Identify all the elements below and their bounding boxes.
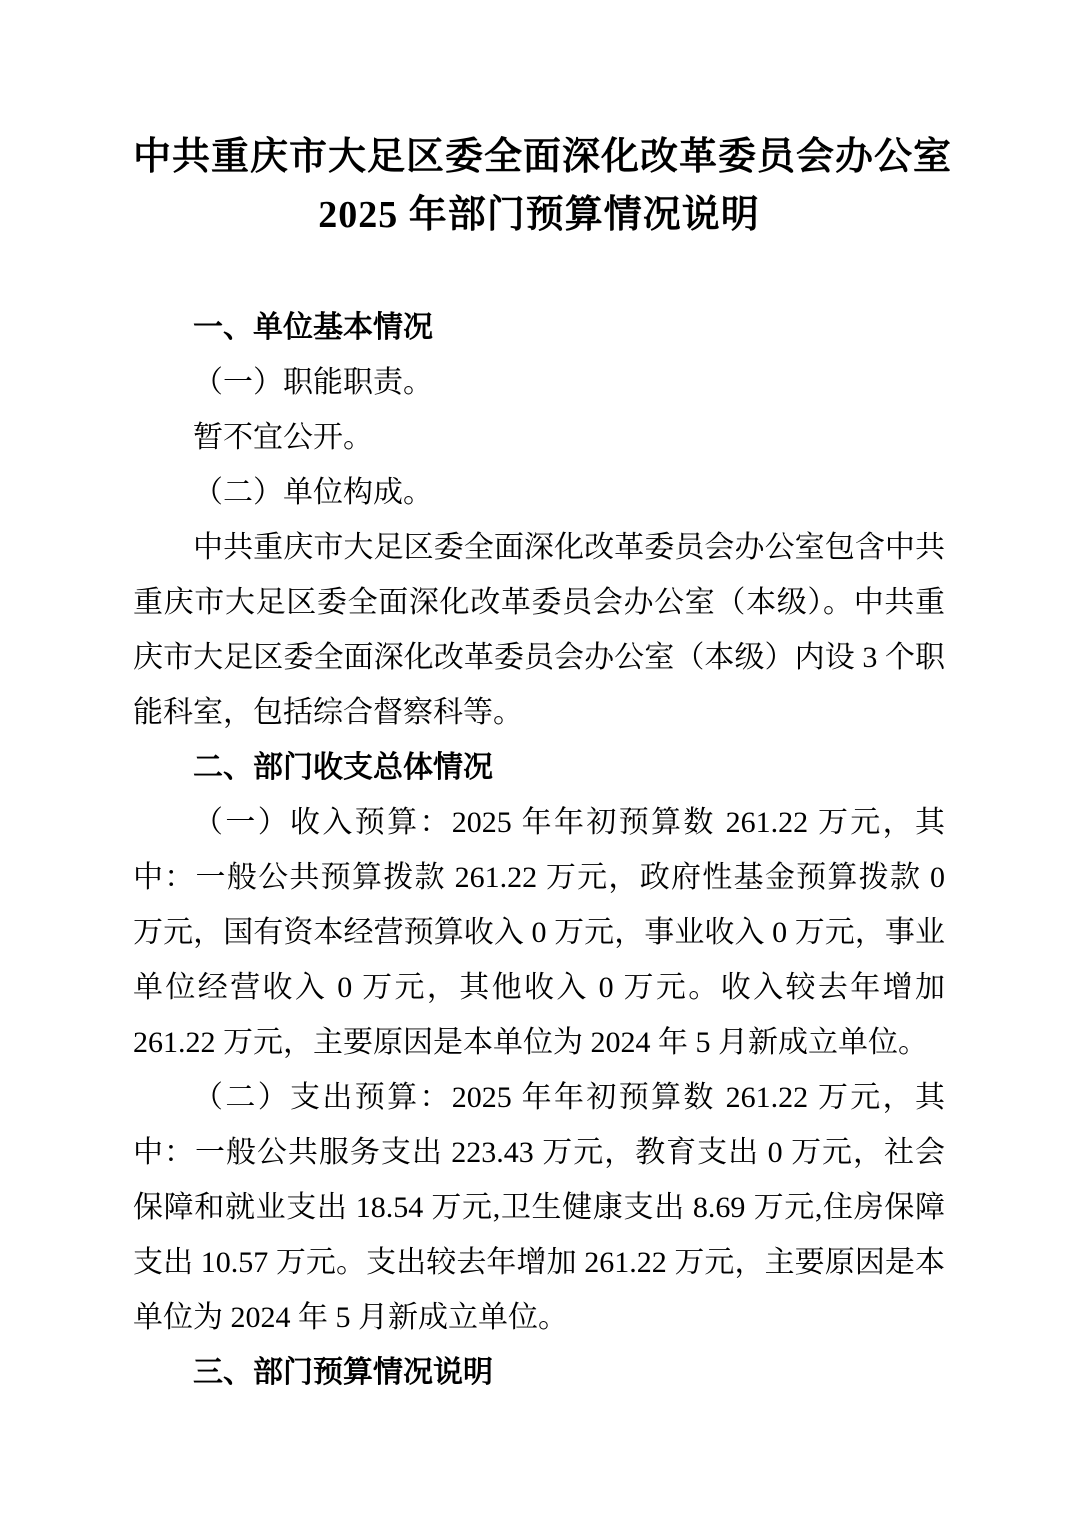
section-1-paragraph-2: 暂不宜公开。 <box>193 421 373 454</box>
section-2-paragraph-2: （二）支出预算：2025 年年初预算数 261.22 万元，其中：一般公共服务支出 223.43 万元，教育支出 0 万元，社会保障和就业支出 18.54 万元,卫生健康支出 8.69 万元,住房保障支出 10.57 万元。支出较去年增加 261.22 万元，主要原因是本单位为 2024 年 5 月新成立单位。 <box>133 1081 945 1334</box>
section-2-heading: 二、部门收支总体情况 <box>193 751 493 784</box>
section-1-heading: 一、单位基本情况 <box>193 311 433 344</box>
document-title <box>133 128 953 244</box>
document-title-line2: 2025 年部门预算情况说明 <box>318 194 760 236</box>
document-title-line1: 中共重庆市大足区委全面深化改革委员会办公室 <box>133 136 953 178</box>
section-1-paragraph-3: （二）单位构成。 <box>193 476 433 509</box>
section-1-paragraph-4: 中共重庆市大足区委全面深化改革委员会办公室包含中共重庆市大足区委全面深化改革委员会办公室（本级）。中共重庆市大足区委全面深化改革委员会办公室（本级）内设 3 个职能科室，包括综合督察科等。 <box>133 531 945 729</box>
section-1-paragraph-1: （一）职能职责。 <box>193 366 433 399</box>
document-content <box>133 0 953 1400</box>
section-3-heading: 三、部门预算情况说明 <box>193 1356 493 1389</box>
section-2-paragraph-1: （一）收入预算：2025 年年初预算数 261.22 万元，其中：一般公共预算拨款 261.22 万元，政府性基金预算拨款 0 万元，国有资本经营预算收入 0 万元，事业收入 0 万元，事业单位经营收入 0 万元，其他收入 0 万元。收入较去年增加 261.22 万元，主要原因是本单位为 2024 年 5 月新成立单位。 <box>133 806 945 1059</box>
